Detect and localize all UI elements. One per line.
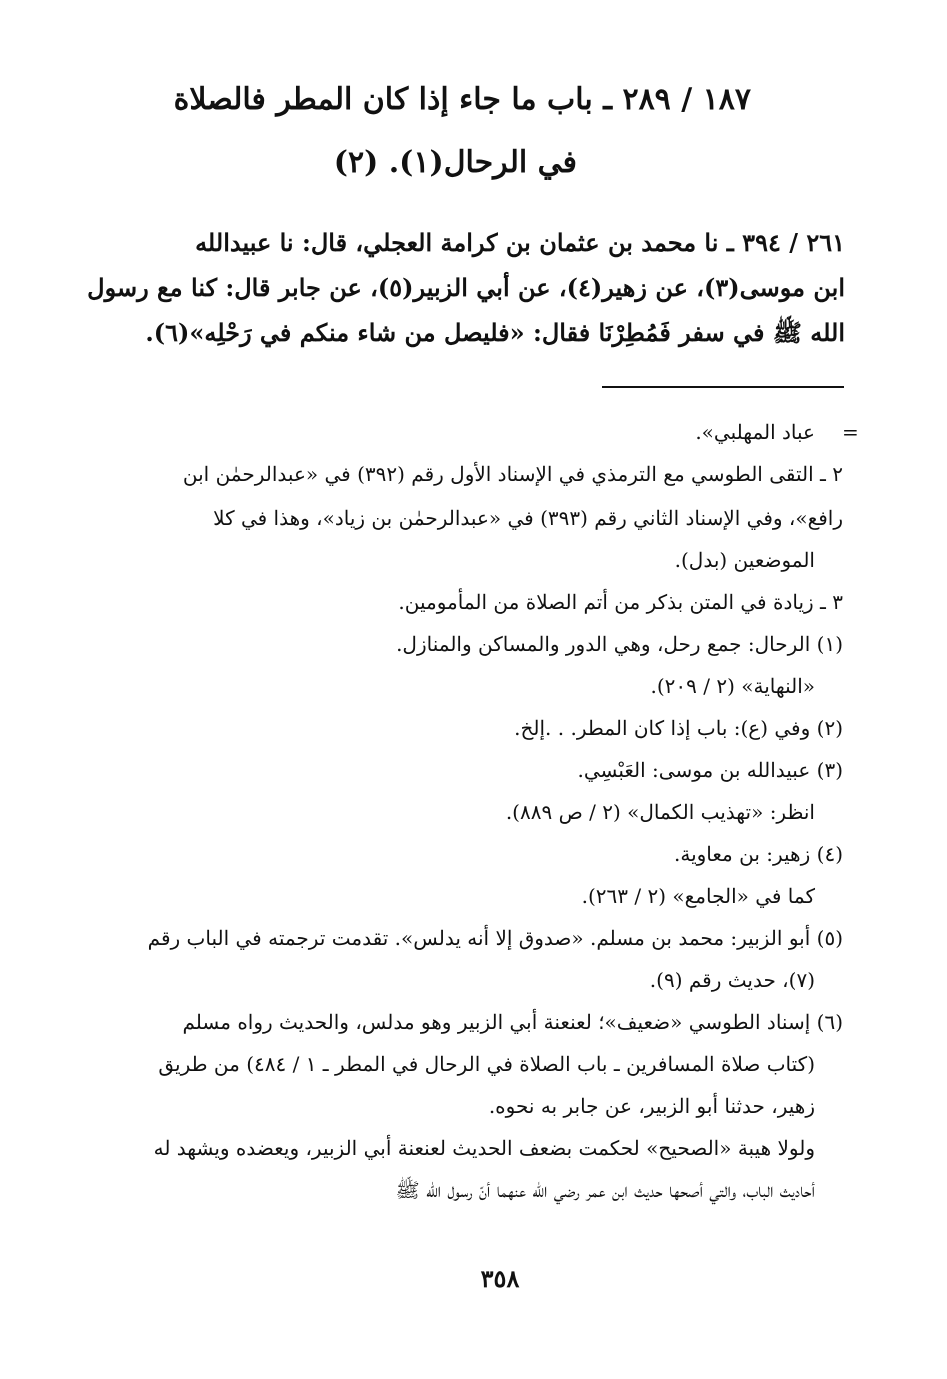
footnote-line: أحاديث الباب، والتي أصحها حديث ابن عمر رضي الله عنهما أنّ رسول الله ﷺ xyxy=(395,1178,815,1202)
hadith-line-2: ابن موسى(٣)، عن زهير(٤)، عن أبي الزبير(٥)، عن جابر قال: كنا مع رسول xyxy=(87,273,845,302)
footnote-4: (٤) زهير: بن معاوية. xyxy=(673,842,843,866)
chapter-title-line-1: ١٨٧ / ٢٨٩ ـ باب ما جاء إذا كان المطر فالصلاة xyxy=(173,82,751,117)
footnote-line: ولولا هيبة «الصحيح» لحكمت بضعف الحديث لعنعنة أبي الزبير، ويعضده ويشهد له xyxy=(153,1136,815,1160)
footnote-line: الموضعين (بدل). xyxy=(674,548,815,572)
hadith-line-3: الله ﷺ في سفر فَمُطِرْنَا فقال: «فليصل من شاء منكم في رَحْلِه»(٦). xyxy=(145,318,845,347)
footnote-line: ٢ ـ التقى الطوسي مع الترمذي في الإسناد الأول رقم (٣٩٢) في «عبدالرحمٰن ابن xyxy=(182,462,843,486)
footnote-2: (٢) وفي (ع): باب إذا كان المطر. . .إلخ. xyxy=(514,716,843,740)
footnote-separator xyxy=(602,386,844,388)
continuation-mark: = xyxy=(842,420,859,444)
footnote-line: رافع»، وفي الإسناد الثاني رقم (٣٩٣) في «عبدالرحمٰن بن زياد»، وهذا في كلا xyxy=(213,506,843,530)
footnote-line: عباد المهلبي». xyxy=(695,420,815,444)
footnote-line: زهير، حدثنا أبو الزبير، عن جابر به نحوه. xyxy=(488,1094,815,1118)
chapter-title-line-2: في الرحال(١). (٢) xyxy=(333,145,577,180)
footnote-line: (كتاب صلاة المسافرين ـ باب الصلاة في الرحال في المطر ـ ١ / ٤٨٤) من طريق xyxy=(158,1052,815,1076)
footnote-6: (٦) إسناد الطوسي «ضعيف»؛ لعنعنة أبي الزبير وهو مدلس، والحديث رواه مسلم xyxy=(182,1010,843,1034)
footnote-3: (٣) عبيدالله بن موسى: العَبْسِي. xyxy=(577,758,843,782)
footnote-line: (٧)، حديث رقم (٩). xyxy=(649,968,815,992)
footnote-5: (٥) أبو الزبير: محمد بن مسلم. «صدوق إلا أنه يدلس». تقدمت ترجمته في الباب رقم xyxy=(147,926,843,950)
footnote-line: كما في «الجامع» (٢ / ٢٦٣). xyxy=(581,884,815,908)
hadith-line-1: ٢٦١ / ٣٩٤ ـ نا محمد بن عثمان بن كرامة العجلي، قال: نا عبيدالله xyxy=(195,228,845,257)
footnote-line: انظر: «تهذيب الكمال» (٢ / ص ٨٨٩). xyxy=(505,800,815,824)
footnote-line: ٣ ـ زيادة في المتن بذكر من أتم الصلاة من المأمومين. xyxy=(398,590,843,614)
footnote-line: «النهاية» (٢ / ٢٠٩). xyxy=(650,674,815,698)
page-number: ٣٥٨ xyxy=(480,1264,520,1293)
footnote-1: (١) الرحال: جمع رحل، وهي الدور والمساكن والمنازل. xyxy=(396,632,843,656)
